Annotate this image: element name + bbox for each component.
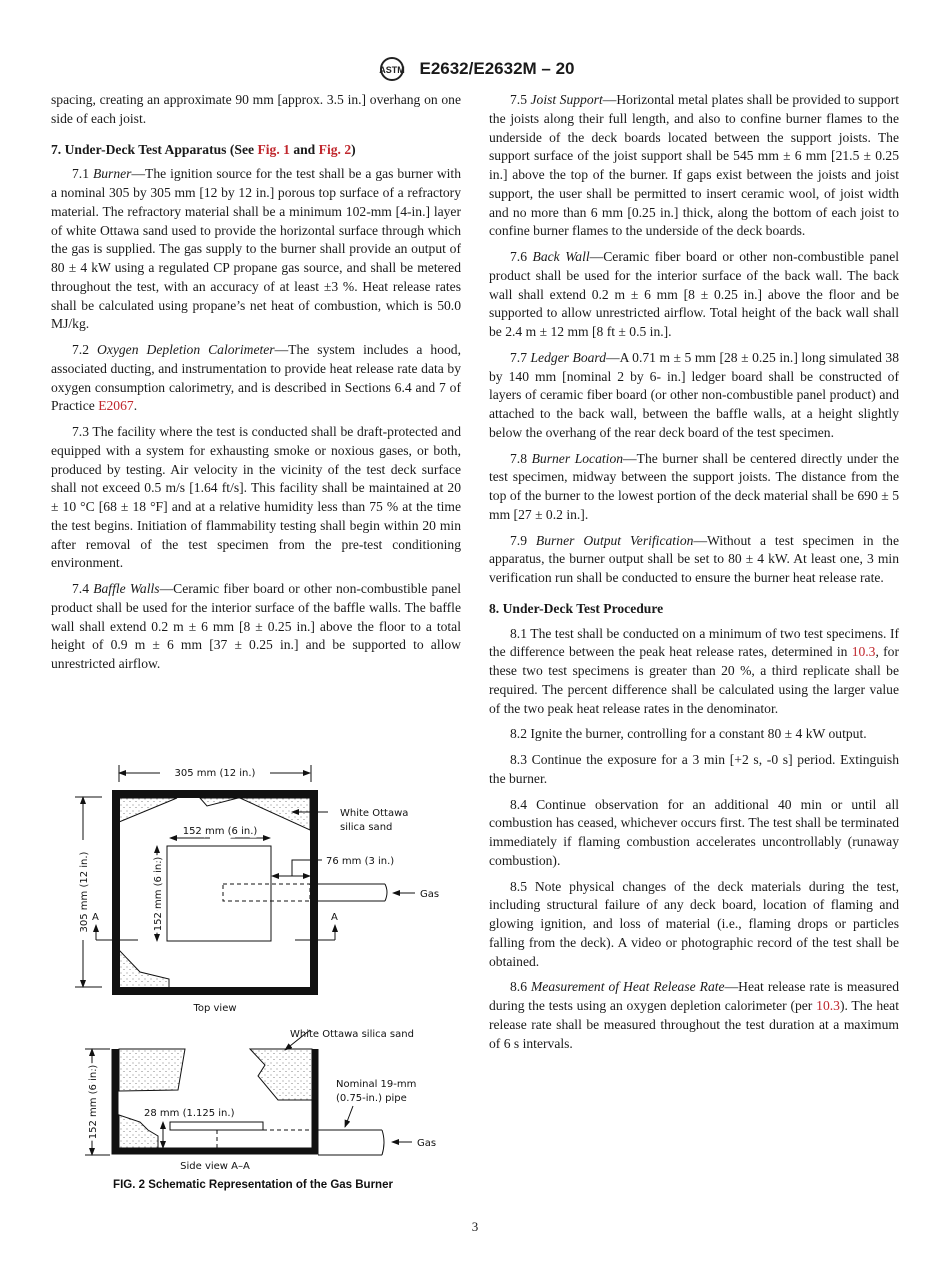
- figure-2-gas-burner: [60, 750, 460, 1200]
- section-mark-right: A: [331, 912, 338, 923]
- gas-label-side: Gas: [417, 1138, 437, 1149]
- pipe-label-1: Nominal 19-mm: [336, 1079, 417, 1090]
- paragraph-8-1: 8.1 The test shall be conducted on a minimum of two test specimens. If the difference between the peak heat release rates, determined in 10.3, for these two test specimens is greater than 20 %, a third replicate shall be required. The percent difference shall be calculated using the larger value of the two peak heat release rates in the denominator.: [489, 625, 899, 716]
- paragraph-7-6: 7.6 Back Wall—Ceramic fiber board or other non-combustible panel product shall be used for the interior surface of the back wall. The back wall shall extend 0.2 m ± 6 mm [8 ± 0.25 in.] above the floor and be supported to allow unrestricted airflow. Total height of the back wall shall be 2.4 m ± 12 mm [8 ft ± 0.5 in.].: [489, 249, 900, 339]
- burner-height-label: 28 mm (1.125 in.): [144, 1108, 235, 1119]
- top-width-label: 305 mm (12 in.): [174, 768, 256, 779]
- sand-label-2: silica sand: [340, 822, 393, 833]
- fig1-link[interactable]: Fig. 1: [257, 141, 290, 157]
- paragraph-8-6: 8.6 Measurement of Heat Release Rate—Heat release rate is measured during the tests using an oxygen depletion calorimeter (per 10.3). The heat release rate shall be measured throughout the test duration at a maximum of 6 s intervals.: [489, 979, 900, 1051]
- paragraph-8-4: 8.4 Continue observation for an additional 40 min or until all combustion has ceased, whichever occurs first. The test shall be terminated immediately if flaming combustion accelerates uncontrollably (runaway combustion).: [489, 796, 899, 868]
- section-heading-8: 8. Under-Deck Test Procedure: [489, 600, 664, 616]
- pipe-label-2: (0.75-in.) pipe: [336, 1093, 407, 1104]
- inner-height-label: 152 mm (6 in.): [153, 856, 164, 932]
- section-heading-7: 7. Under-Deck Test Apparatus (See Fig. 1 and Fig. 2): [51, 141, 356, 157]
- paragraph-7-4: 7.4 Baffle Walls—Ceramic fiber board or other non-combustible panel product shall be used for the interior surface of the baffle walls. The baffle wall shall extend 0.2 m ± 6 mm [8 ± 0.25 in.] above the floor to a total height of 0.9 m ± 6 mm [37 ± 0.25 in.] and be supported to allow unrestricted airflow.: [51, 581, 461, 671]
- astm-logo-icon: [375, 56, 409, 82]
- paragraph-7-7: 7.7 Ledger Board—A 0.71 m ± 5 mm [28 ± 0.25 in.] long simulated 38 by 140 mm [nominal 2 by 6- in.] ledger board shall be constructed of layers of ceramic fiber board (or other non-combustible panel product) and attached to the back wall, between the baffle walls, at a height slightly below the overhang of the rear deck board of the test specimen.: [489, 349, 899, 440]
- side-sand-label: White Ottawa silica sand: [290, 1029, 414, 1040]
- page-number: 3: [471, 1219, 479, 1234]
- offset-label: 76 mm (3 in.): [326, 856, 395, 867]
- fig2-link[interactable]: Fig. 2: [318, 141, 352, 157]
- side-height-label: 152 mm (6 in.): [88, 1064, 99, 1140]
- section-10-3-link[interactable]: 10.3: [816, 998, 840, 1013]
- paragraph-7-2: 7.2 Oxygen Depletion Calorimeter—The system includes a hood, associated ducting, and instrumentation to provide heat release rate data by oxygen consumption calorimetry, and is described in Sections 6.4 and 7 of Practice E2067.: [51, 342, 461, 414]
- paragraph-8-5: 8.5 Note physical changes of the deck materials during the test, including structural failure of any deck board, location of flaming and glowing ignition, and loss of material (i.e., flaming drops or particles falling from the deck). A video or photographic record of the test shall be obtained.: [489, 878, 899, 969]
- standard-code: E2632/E2632M – 20: [419, 59, 575, 78]
- paragraph-7-3: 7.3 The facility where the test is conducted shall be draft-protected and equipped with a system for exhausting smoke or noxious gases, or both, produced by testing. Air velocity in the vicinity of the test deck surface shall not exceed 0.5 m/s [1.64 ft/s]. This facility shall be maintained at 20 ± 10 °C [68 ± 18 °F] and at a relative humidity less than 75 % at the time the test begins. Initiation of flammability testing shall begin within 20 min after removal of the test specimen from the pre-test conditioning environment.: [51, 424, 461, 571]
- top-height-label: 305 mm (12 in.): [79, 851, 90, 933]
- paragraph-7-1: 7.1 Burner—The ignition source for the test shall be a gas burner with a nominal 305 by 305 mm [12 by 12 in.] porous top surface of a refractory material. The refractory material shall be a minimum 102-mm [4-in.] layer of white Ottawa sand used to provide the horizontal surface through which the gas is supplied. The gas supply to the burner shall provide an output of 80 ± 4 kW using a regulated CP propane gas source, and shall be metered throughout the test, with an accuracy of at least ±3 %. Heat release rates shall be calculated using propane’s net heat of combustion, which is 50.0 MJ/kg.: [51, 166, 461, 332]
- top-view: [75, 765, 415, 991]
- e2067-link[interactable]: E2067: [98, 398, 134, 414]
- section-mark-left: A: [92, 912, 99, 923]
- paragraph-7-8: 7.8 Burner Location—The burner shall be centered directly under the test specimen, midway between the support joists. The distance from the top of the burner to the lowest portion of the deck material shall be 690 ± 5 mm [27 ± 0.2 in.].: [489, 450, 900, 522]
- paragraph-7-5: 7.5 Joist Support—Horizontal metal plates shall be provided to support the joists along their full length, and also to confine burner flames to the underside of the deck boards located between the support joists. The support surface of the joist support shall be 545 mm ± 6 mm [21.5 ± 0.25 in.] above the top of the burner. If gaps exist between the joists and joist support, the user shall be permitted to insert ceramic wool, of joist width and no more than 6 mm [0.25 in.] thick, along the bottom of each joist to confine burner flames to the underside of the deck boards.: [489, 92, 900, 239]
- svg-text:ASTM: ASTM: [379, 65, 406, 75]
- sand-label-1: White Ottawa: [340, 808, 409, 819]
- paragraph-8-2: 8.2 Ignite the burner, controlling for a constant 80 ± 4 kW output.: [510, 726, 867, 742]
- side-view-label: Side view A–A: [180, 1161, 250, 1172]
- inner-width-label: 152 mm (6 in.): [182, 826, 258, 837]
- paragraph: spacing, creating an approximate 90 mm [approx. 3.5 in.] overhang on one side of each joist.: [51, 92, 461, 126]
- left-column: [51, 91, 461, 681]
- figure-caption: FIG. 2 Schematic Representation of the Gas Burner: [113, 1179, 393, 1191]
- gas-label-top: Gas: [420, 889, 440, 900]
- section-10-3-link[interactable]: 10.3: [851, 644, 876, 660]
- page-header: [0, 56, 950, 82]
- right-column: [489, 91, 899, 1060]
- paragraph-7-9: 7.9 Burner Output Verification—Without a test specimen in the apparatus, the burner output shall be set to 80 ± 4 kW. At least one, 3 min verification run shall be conducted to ensure the burner heat release rate.: [489, 532, 900, 585]
- top-view-label: Top view: [193, 1003, 237, 1014]
- paragraph-8-3: 8.3 Continue the exposure for a 3 min [+2 s, -0 s] period. Extinguish the burner.: [489, 752, 899, 786]
